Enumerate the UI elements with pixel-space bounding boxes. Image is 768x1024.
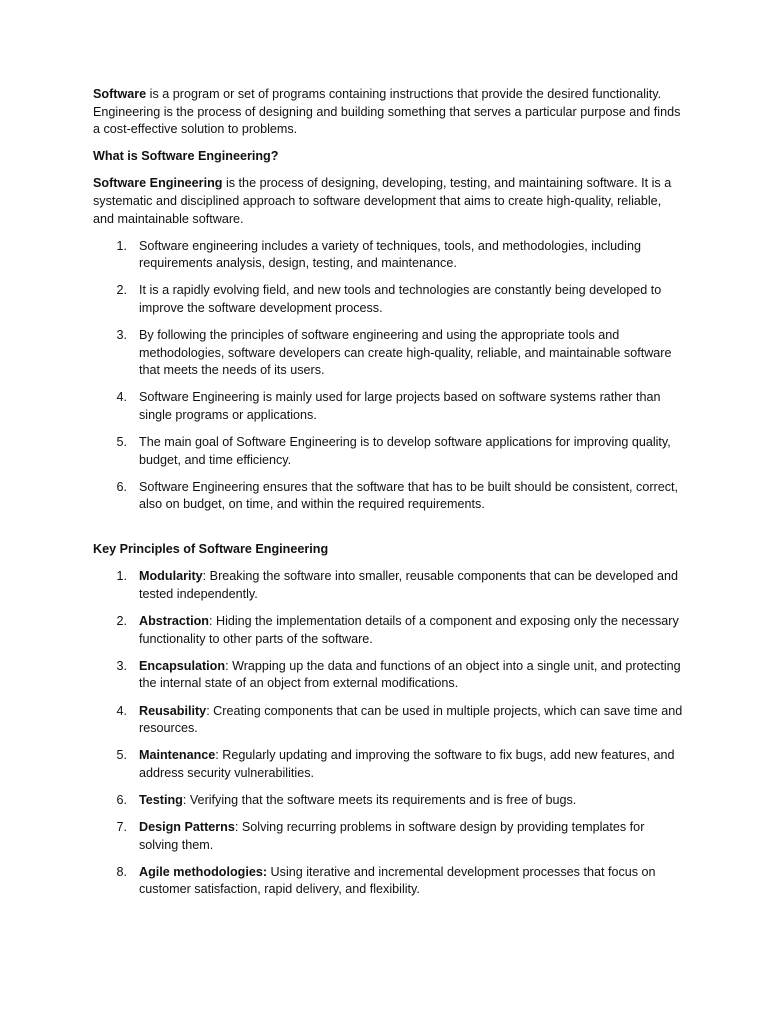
list-item (93, 238, 683, 273)
list-item (93, 613, 683, 648)
list-text: The main goal of Software Engineering is to develop software applications for improving quality, budget, and time efficiency. (139, 435, 671, 467)
principle-text: Using iterative and incremental development processes that focus on customer satisfaction, rapid delivery, and flexibility. (139, 864, 656, 897)
principle-text: : Solving recurring problems in software design by providing templates for solving them. (139, 820, 645, 852)
intro-term: Software (93, 87, 147, 101)
principles-list (93, 568, 683, 898)
definition-term: Software Engineering (93, 176, 223, 191)
list-item (93, 389, 683, 424)
list-item (93, 703, 683, 738)
list-number: 4. (116, 703, 127, 718)
principle-term: Maintenance (139, 748, 216, 763)
list-text: It is a rapidly evolving field, and new tools and technologies are constantly being developed to improve the software development process. (139, 283, 662, 315)
list-number: 2. (116, 614, 127, 629)
list-item (93, 792, 683, 810)
list-number: 8. (116, 864, 127, 879)
list-item (93, 658, 683, 693)
list-item (93, 479, 683, 514)
definition-text: is the process of designing, developing, testing, and maintaining software. It is a systematic and disciplined approach to software development that aims to create high-quality, reliable, and maintainable software. (93, 176, 672, 226)
principles-heading: Key Principles of Software Engineering (93, 542, 329, 557)
list-number: 6. (116, 792, 127, 807)
document-body (93, 86, 683, 908)
list-number: 4. (116, 390, 127, 405)
list-number: 5. (116, 748, 127, 763)
list-number: 1. (116, 569, 127, 584)
list-number: 1. (116, 238, 127, 253)
principle-text: : Regularly updating and improving the software to fix bugs, add new features, and address security vulnerabilities. (139, 748, 675, 780)
list-number: 2. (116, 283, 127, 298)
list-text: Software Engineering is mainly used for large projects based on software systems rather than single programs or applications. (139, 390, 661, 422)
principle-term: Reusability (139, 703, 207, 718)
list-item (93, 282, 683, 317)
principle-text: : Creating components that can be used in multiple projects, which can save time and resources. (139, 703, 683, 736)
list-number: 3. (116, 328, 127, 343)
list-number: 5. (116, 435, 127, 449)
list-item (93, 747, 683, 782)
list-item (93, 864, 683, 899)
list-item (93, 568, 683, 603)
list-number: 7. (116, 820, 127, 834)
principle-text: : Verifying that the software meets its requirements and is free of bugs. (182, 792, 577, 807)
principle-text: : Wrapping up the data and functions of an object into a single unit, and protecting the internal state of an object from external modifications. (139, 658, 681, 691)
principle-term: Encapsulation (139, 658, 226, 673)
intro-text: is a program or set of programs containing instructions that provide the desired functionality. Engineering is the process of designing and building something that serves a particular purpose and finds a cost-effective solution to problems. (93, 87, 681, 137)
facts-list (93, 238, 683, 514)
list-text: Software engineering includes a variety of techniques, tools, and methodologies, including requirements analysis, design, testing, and maintenance. (139, 238, 641, 271)
list-item (93, 819, 683, 854)
list-text: By following the principles of software engineering and using the appropriate tools and methodologies, software developers can create high-quality, reliable, and maintainable software that meets the needs of its users. (139, 328, 672, 378)
list-number: 3. (116, 658, 127, 673)
what-is-heading: What is Software Engineering? (93, 149, 279, 164)
definition-paragraph (93, 175, 683, 228)
list-text: Software Engineering ensures that the software that has to be built should be consistent, correct, also on budget, on time, and within the required requirements. (139, 479, 679, 512)
list-item (93, 327, 683, 380)
list-number: 6. (116, 479, 127, 494)
principle-term: Abstraction (139, 614, 209, 629)
principle-text: : Breaking the software into smaller, reusable components that can be developed and tested independently. (139, 569, 679, 602)
principle-term: Design Patterns (139, 820, 235, 834)
principle-text: : Hiding the implementation details of a component and exposing only the necessary functionality to other parts of the software. (139, 614, 679, 646)
principle-term: Agile methodologies: (139, 864, 268, 879)
principle-term: Modularity (139, 569, 203, 584)
intro-paragraph (93, 86, 683, 139)
section-spacer (93, 523, 683, 541)
list-item (93, 434, 683, 469)
principle-term: Testing (139, 792, 183, 807)
